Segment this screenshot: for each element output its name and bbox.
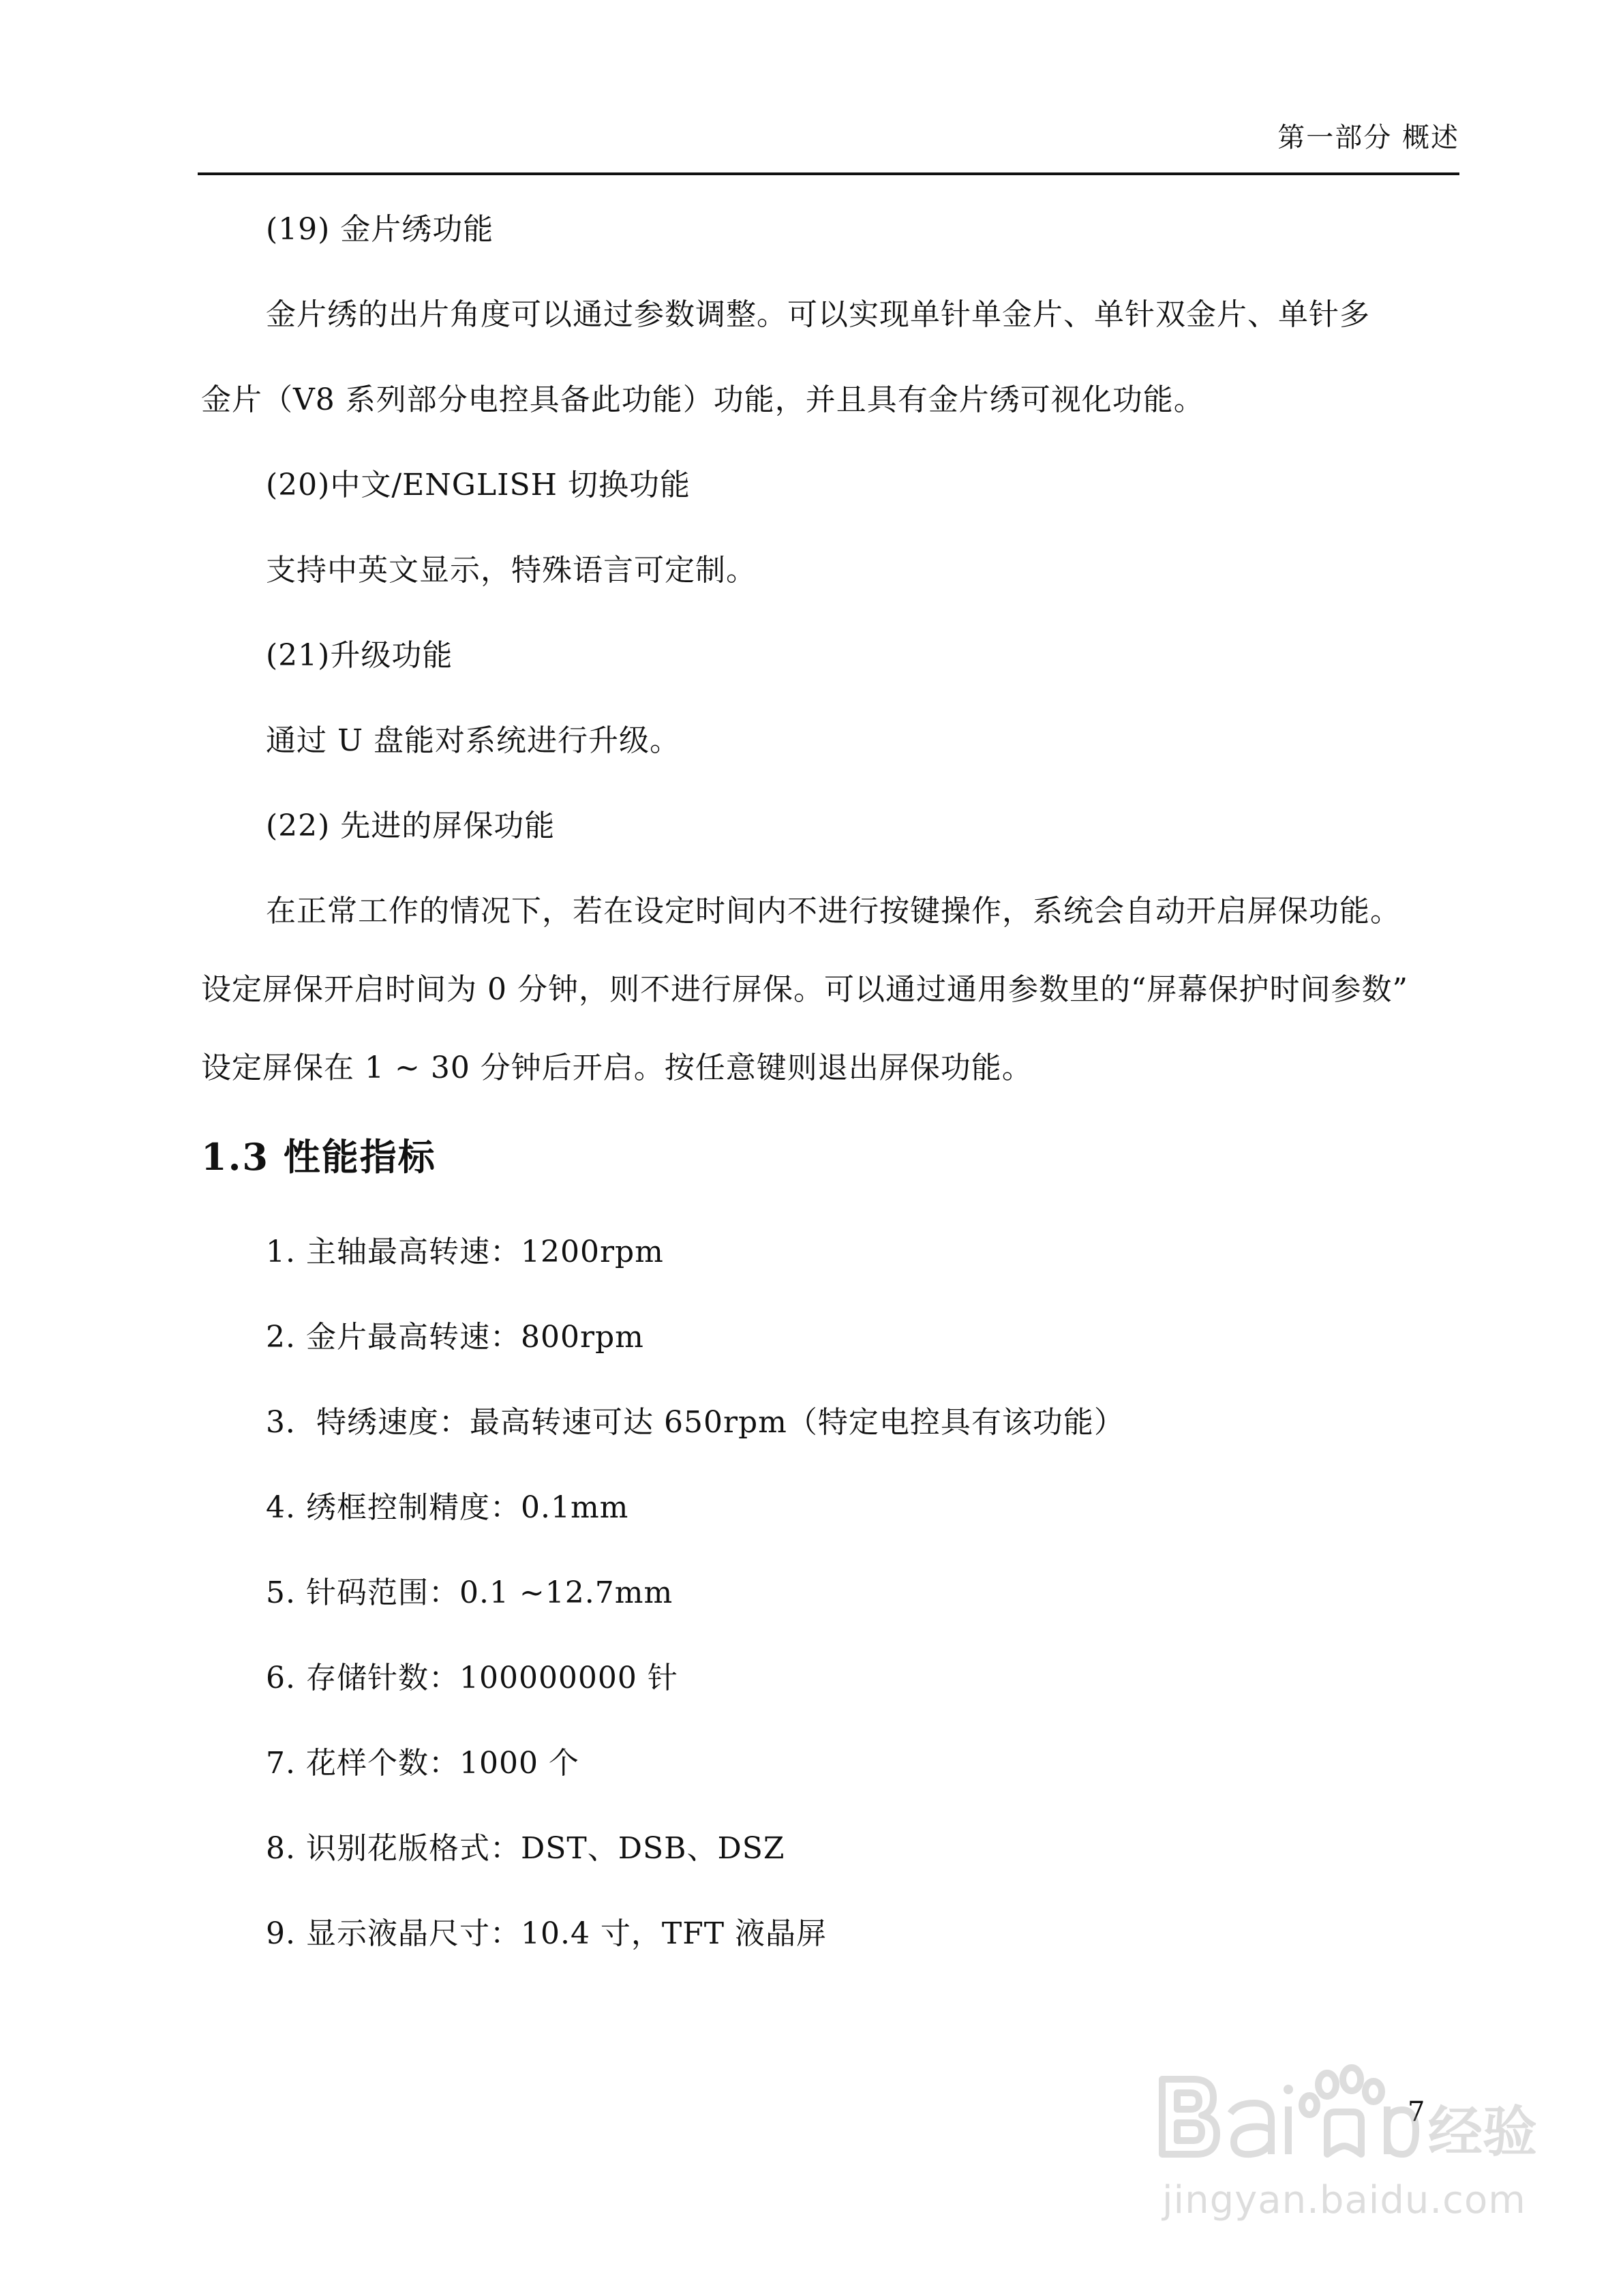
running-header: 第一部分 概述 [1277, 122, 1459, 153]
spec-item-3: 3．特绣速度：最高转速可达 650rpm（特定电控具有该功能） [266, 1405, 1125, 1440]
page-number: 7 [1408, 2096, 1425, 2128]
body-line-1: 金片绣的出片角度可以通过参数调整。可以实现单针单金片、单针双金片、单针多 [266, 297, 1370, 332]
item-heading-21: (21)升级功能 [266, 638, 453, 673]
body-line-10: 设定屏保在 1 ~ 30 分钟后开启。按任意键则退出屏保功能。 [201, 1051, 1033, 1085]
header-rule [198, 172, 1459, 175]
item-heading-20: (20)中文/ENGLISH 切换功能 [266, 468, 691, 502]
section-title: 1.3 性能指标 [201, 1135, 436, 1179]
body-line-2: 金片（V8 系列部分电控具备此功能）功能，并且具有金片绣可视化功能。 [201, 382, 1204, 417]
baidu-watermark [1149, 2038, 1537, 2243]
baidu-jingyan-logo-icon [1149, 2052, 1537, 2168]
body-line-9: 设定屏保开启时间为 0 分钟，则不进行屏保。可以通过通用参数里的“屏幕保护时间参数” [201, 972, 1408, 1007]
body-line-4: 支持中英文显示，特殊语言可定制。 [266, 553, 757, 588]
spec-item-9: 9. 显示液晶尺寸：10.4 寸，TFT 液晶屏 [266, 1916, 828, 1951]
spec-item-8: 8. 识别花版格式：DST、DSB、DSZ [266, 1831, 785, 1866]
watermark-url: jingyan.baidu.com [1162, 2178, 1526, 2222]
body-line-6: 通过 U 盘能对系统进行升级。 [266, 723, 681, 758]
spec-item-1: 1. 主轴最高转速：1200rpm [266, 1235, 664, 1269]
spec-item-5: 5. 针码范围：0.1 ~12.7mm [266, 1575, 673, 1610]
spec-item-4: 4. 绣框控制精度：0.1mm [266, 1490, 629, 1525]
spec-item-6: 6. 存储针数：100000000 针 [266, 1661, 678, 1695]
item-heading-19: (19) 金片绣功能 [266, 212, 494, 247]
svg-text:经验: 经验 [1428, 2100, 1537, 2164]
item-heading-22: (22) 先进的屏保功能 [266, 809, 556, 843]
body-line-8: 在正常工作的情况下，若在设定时间内不进行按键操作，系统会自动开启屏保功能。 [266, 894, 1401, 928]
spec-item-2: 2. 金片最高转速：800rpm [266, 1320, 644, 1355]
spec-item-7: 7. 花样个数：1000 个 [266, 1746, 579, 1781]
